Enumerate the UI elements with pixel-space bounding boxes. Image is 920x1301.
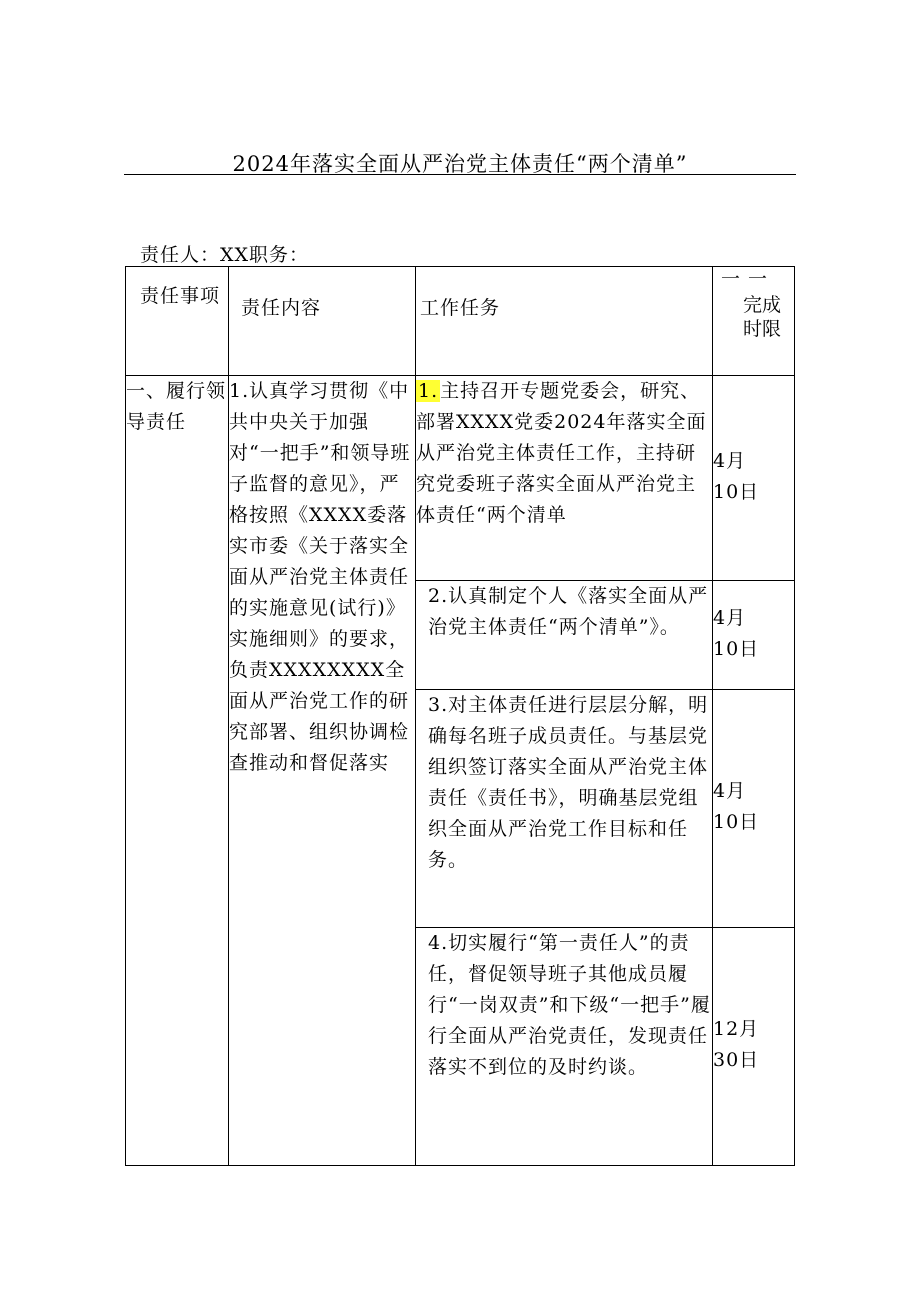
table-row xyxy=(126,376,795,581)
task-cell xyxy=(416,690,713,928)
task-number: 3. xyxy=(428,694,449,716)
responsibility-matter: 一、履行领导责任 xyxy=(126,376,229,1166)
responsibility-content: 1.认真学习贯彻《中共中央关于加强对“一把手”和领导班子监督的意见》，严格按照《XXXX委落实市委《关于落实全面从严治党主体责任的实施意见(试行)》实施细则》的要求，负责XXXXXXXX全面从严治党工作的研究部署、组织协调检查推动和督促落实 xyxy=(229,376,416,1166)
header-matter: 责任事项 xyxy=(126,267,229,376)
document-title: 2024年落实全面从严治党主体责任“两个清单” xyxy=(232,152,688,176)
header-deadline-line1: 完成 xyxy=(743,294,782,316)
header-task: 工作任务 xyxy=(416,267,713,376)
deadline-cell xyxy=(713,376,795,581)
task-text: 认真制定个人《落实全面从严治党主体责任“两个清单”》。 xyxy=(428,585,709,638)
responsible-person-line: 责任人：XX职务： xyxy=(140,244,310,266)
header-deadline-dashes: 一一 xyxy=(721,268,776,290)
deadline-month: 4月 xyxy=(713,607,747,629)
task-text: 对主体责任进行层层分解，明确每名班子成员责任。与基层党组织签订落实全面从严治党主体责任《责任书》，明确基层党组织全面从严治党工作目标和任务。 xyxy=(428,694,709,871)
title-divider xyxy=(124,174,796,175)
deadline-day: 10日 xyxy=(713,638,760,660)
deadline-cell xyxy=(713,581,795,690)
deadline-cell xyxy=(713,690,795,928)
responsibility-table xyxy=(125,266,795,1166)
task-number-highlighted: 1. xyxy=(418,380,439,402)
task-cell xyxy=(416,376,713,581)
deadline-month: 12月 xyxy=(713,1018,760,1040)
task-cell xyxy=(416,928,713,1166)
deadline-day: 10日 xyxy=(713,811,760,833)
header-deadline xyxy=(713,267,795,376)
task-number: 2. xyxy=(428,585,449,607)
deadline-day: 30日 xyxy=(713,1049,760,1071)
deadline-day: 10日 xyxy=(713,481,760,503)
table-header-row xyxy=(126,267,795,376)
task-text: 主持召开专题党委会，研究、部署XXXX党委2024年落实全面从严治党主体责任工作，主持研究党委班子落实全面从严治党主体责任“两个清单 xyxy=(416,380,707,526)
header-content: 责任内容 xyxy=(229,267,416,376)
deadline-month: 4月 xyxy=(713,780,747,802)
deadline-cell xyxy=(713,928,795,1166)
task-number: 4. xyxy=(428,932,449,954)
task-cell xyxy=(416,581,713,690)
task-text: 切实履行“第一责任人”的责任，督促领导班子其他成员履行“一岗双责”和下级“一把手”履行全面从严治党责任，发现责任落实不到位的及时约谈。 xyxy=(428,932,711,1078)
header-deadline-line2: 时限 xyxy=(743,318,782,340)
header-deadline-label xyxy=(743,293,781,341)
deadline-month: 4月 xyxy=(713,450,747,472)
